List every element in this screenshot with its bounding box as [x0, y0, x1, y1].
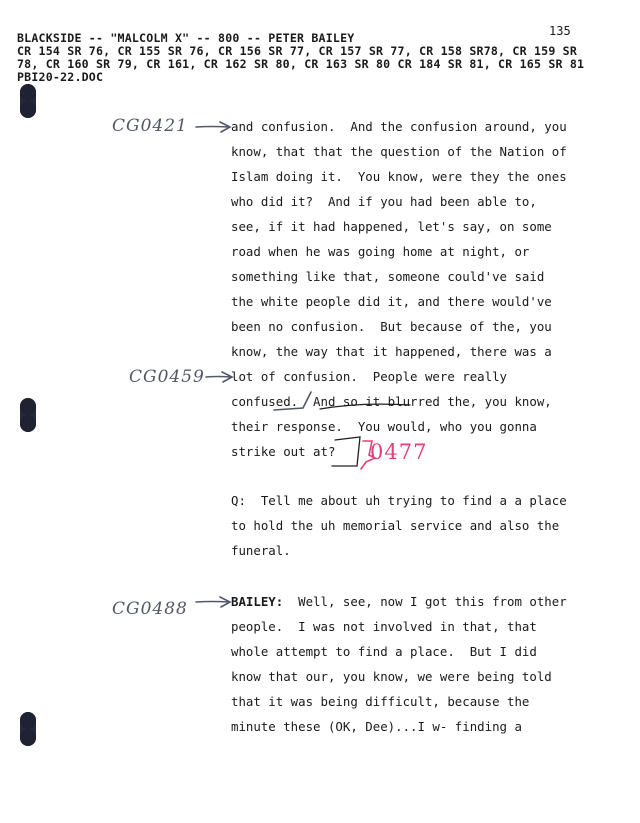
interviewer-question: Q: Tell me about uh trying to find a a place	[231, 493, 567, 508]
transcript-line: know, the way that it happened, there was a	[231, 344, 552, 359]
interviewer-question: funeral.	[231, 543, 291, 558]
transcript-line: been no confusion. But because of the, you	[231, 319, 552, 334]
punch-hole-middle	[20, 398, 36, 432]
transcript-line: and confusion. And the confusion around, you	[231, 119, 567, 134]
transcript-line: something like that, someone could've said	[231, 269, 545, 284]
punch-hole-bottom	[20, 712, 36, 746]
speaker-label: BAILEY:	[231, 594, 284, 609]
punch-hole-top	[20, 84, 36, 118]
header-title: BLACKSIDE -- "MALCOLM X" -- 800 -- PETER BAILEY	[17, 31, 355, 45]
transcript-line: the white people did it, and there would've	[231, 294, 552, 309]
transcript-line: people. I was not involved in that, that	[231, 619, 537, 634]
timecode-cg0421: CG0421	[112, 116, 188, 136]
page-number: 135	[549, 24, 571, 38]
transcript-line: minute these (OK, Dee)...I w- finding a	[231, 719, 522, 734]
bracket-strike-out	[332, 437, 360, 466]
arrow-cg0421	[196, 122, 230, 132]
transcript-line: that it was being difficult, because the	[231, 694, 530, 709]
arrow-cg0488	[196, 597, 230, 607]
transcript-line: lot of confusion. People were really	[231, 369, 508, 384]
transcript-line: strike out at?	[231, 444, 336, 459]
timecode-cg0459: CG0459	[129, 367, 205, 387]
transcript-line: know that our, you know, we were being told	[231, 669, 552, 684]
interviewer-question: to hold the uh memorial service and also the	[231, 518, 560, 533]
answer-text: Well, see, now I got this from other	[283, 594, 567, 609]
answer-first-line	[231, 594, 567, 609]
header-filename: PBI20-22.DOC	[17, 70, 104, 84]
header-reel-list-2: 78, CR 160 SR 79, CR 161, CR 162 SR 80, CR 163 SR 80 CR 184 SR 81, CR 165 SR 81	[17, 57, 585, 71]
arrow-cg0459	[206, 372, 232, 382]
timecode-cg0488: CG0488	[112, 599, 188, 619]
timecode-0477: 0477	[370, 440, 428, 464]
transcript-line: road when he was going home at night, or	[231, 244, 530, 259]
transcript-line: confused. And so it blurred the, you know,	[231, 394, 552, 409]
transcript-line: see, if it had happened, let's say, on some	[231, 219, 552, 234]
transcript-line: who did it? And if you had been able to,	[231, 194, 537, 209]
header-reel-list-1: CR 154 SR 76, CR 155 SR 76, CR 156 SR 77, CR 157 SR 77, CR 158 SR78, CR 159 SR	[17, 44, 578, 58]
transcript-line: whole attempt to find a place. But I did	[231, 644, 537, 659]
transcript-line: their response. You would, who you gonna	[231, 419, 537, 434]
transcript-line: Islam doing it. You know, were they the ones	[231, 169, 567, 184]
transcript-line: know, that that the question of the Nation of	[231, 144, 567, 159]
